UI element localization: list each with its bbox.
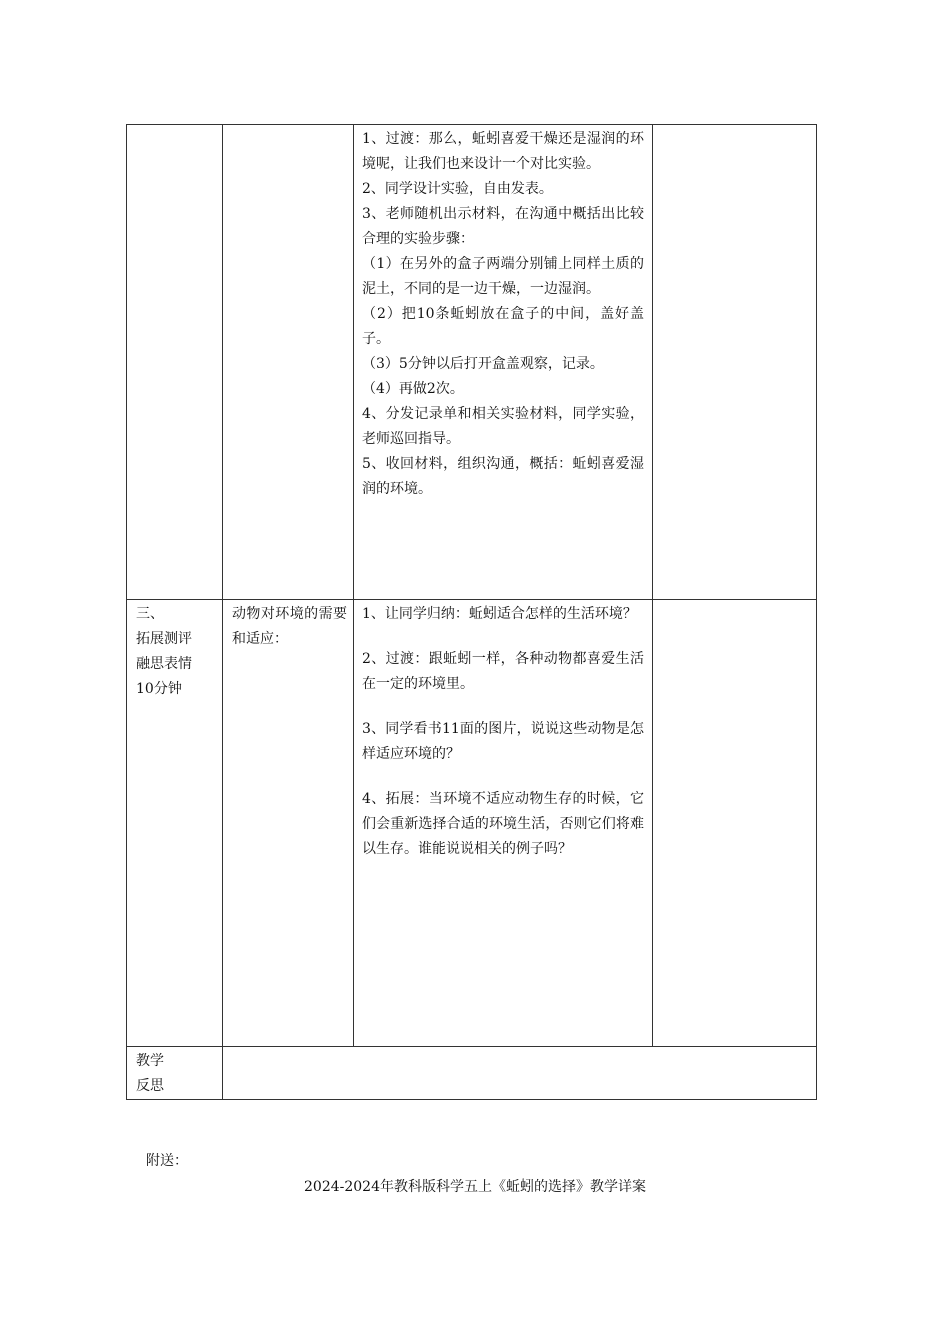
stage-line: 拓展测评 [136,631,192,647]
reflection-label-cell [127,1047,223,1100]
reflection-label: 反思 [136,1078,164,1094]
stage-cell [127,600,223,1047]
content-text: 动物对环境的需要和适应： [232,606,347,647]
table-row [127,600,817,1047]
activity-line: 1、过渡：那么，蚯蚓喜爱干燥还是湿润的环境呢，让我们也来设计一个对比实验。 [362,131,644,172]
notes-cell [653,125,817,600]
notes-cell [653,600,817,1047]
lesson-plan-table [126,124,817,1100]
attached-document-title: 2024-2024年教科版科学五上《蚯蚓的选择》教学详案 [304,1179,646,1195]
activity-line: 1、让同学归纳：蚯蚓适合怎样的生活环境？ [362,606,637,622]
activity-line: （3）5分钟以后打开盒盖观察，记录。 [362,356,604,372]
activity-line: 5、收回材料，组织沟通，概括：蚯蚓喜爱湿润的环境。 [362,456,644,497]
activity-line: 3、同学看书11面的图片，说说这些动物是怎样适应环境的？ [362,721,644,762]
activity-line: 2、同学设计实验，自由发表。 [362,181,553,197]
attachment-label: 附送： [146,1153,188,1169]
activity-line: 4、分发记录单和相关实验材料，同学实验，老师巡回指导。 [362,406,644,447]
table-row [127,125,817,600]
stage-cell [127,125,223,600]
stage-line: 融思表情 [136,656,192,672]
activity-line: 4、拓展：当环境不适应动物生存的时候，它们会重新选择合适的环境生活，否则它们将难以生存。谁能说说相关的例子吗？ [362,791,644,857]
content-cell [223,125,354,600]
activity-cell [354,125,653,600]
activity-line: 3、老师随机出示材料，在沟通中概括出比较合理的实验步骤： [362,206,644,247]
reflection-label: 教学 [136,1053,164,1069]
reflection-cell [223,1047,817,1100]
activity-line: （2）把10条蚯蚓放在盒子的中间，盖好盖子。 [362,306,644,347]
content-cell [223,600,354,1047]
table-row [127,1047,817,1100]
activity-cell [354,600,653,1047]
activity-line: （4）再做2次。 [362,381,464,397]
activity-line: 2、过渡：跟蚯蚓一样，各种动物都喜爱生活在一定的环境里。 [362,651,644,692]
activity-line: （1）在另外的盒子两端分别铺上同样土质的泥土，不同的是一边干燥，一边湿润。 [362,256,644,297]
stage-line: 三、 [136,606,164,622]
stage-line: 10分钟 [136,681,182,697]
